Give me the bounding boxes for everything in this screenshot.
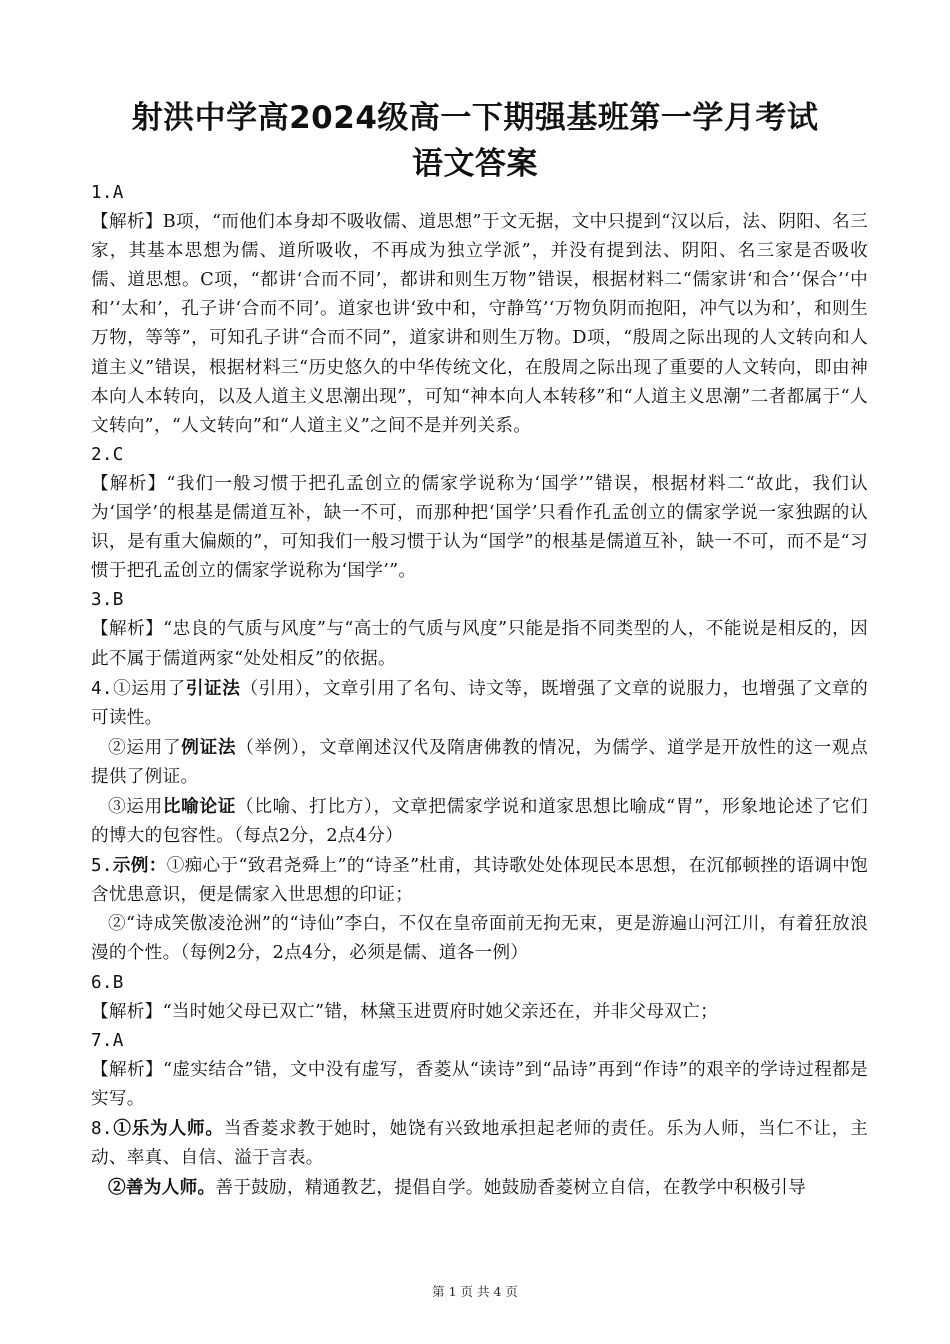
q1-answer: 1.A <box>91 183 124 203</box>
q2-answer: 2.C <box>91 444 124 465</box>
q4-p3-term: 比喻论证 <box>162 795 237 817</box>
q8-p2-text: 善于鼓励，精通教艺，提倡自学。她鼓励香菱树立自信，在教学中积极引导 <box>215 1178 806 1199</box>
q8-p1-term: ①乐为人师。 <box>112 1118 224 1139</box>
answer-content <box>91 179 868 1203</box>
q7-analysis: 【解析】“虚实结合”错，文中没有虚写，香菱从“读诗”到“品诗”再到“作诗”的艰辛的学诗过程都是实写。 <box>91 1059 868 1109</box>
page-title: 射洪中学高2024级高一下期强基班第一学月考试 <box>131 100 819 136</box>
q5-example-1 <box>91 851 868 910</box>
page-footer: 第 1 页 共 4 页 <box>432 1284 518 1299</box>
q4-p1-term: 引证法 <box>185 677 241 699</box>
q5-p1: ①痴心于“致君尧舜上”的“诗圣”杜甫，其诗歌处处体现民本思想，在沉郁顿挫的语调中饱含忧患意识，便是儒家入世思想的印证； <box>91 856 868 906</box>
q4-point-2 <box>91 733 868 792</box>
q6-answer: 6.B <box>91 972 124 993</box>
q3-analysis: 【解析】“忠良的气质与风度”与“高士的气质与风度”只能是指不同类型的人，不能说是相反的，因此不属于儒道两家“处处相反”的依据。 <box>91 619 868 669</box>
q8-number: 8. <box>91 1119 113 1139</box>
q5-example-2: ②“诗成笑傲凌沧洲”的“诗仙”李白，不仅在皇帝面前无拘无束，更是游遍山河江川，有着狂放浪漫的个性。（每例2分，2点4分，必须是儒、道各一例） <box>91 914 868 964</box>
q6-analysis: 【解析】“当时她父母已双亡”错，林黛玉进贾府时她父亲还在，并非父母双亡； <box>91 1001 718 1022</box>
q3-answer: 3.B <box>91 590 124 611</box>
q5-number: 5. <box>91 856 113 877</box>
q8-point-1 <box>91 1114 868 1173</box>
q1-analysis: 【解析】B项，“而他们本身却不吸收儒、道思想”于文无据，文中只提到“汉以后，法、阴阳、名三家，其基本思想为儒、道所吸收，不再成为独立学派”，并没有提到法、阴阳、名三家是否吸收儒、道思想。C项，“都讲‘合而不同’，都讲和则生万物”错误，根据材料二“儒家讲‘和合’‘保合’‘中和’‘太和’，孔子讲‘合而不同’。道家也讲‘致中和，守静笃’‘万物负阴而抱阳，冲气以为和’，和则生万物，等等”，可知孔子讲“合而不同”，道家讲和则生万物。D项，“殷周之际出现的人文转向和人道主义”错误，根据材料三“历史悠久的中华传统文化，在殷周之际出现了重要的人文转向，即由神本向人本转向，以及人道主义思潮出现”，可知“神本向人本转移”和“人道主义思潮”二者都属于“人文转向”，“人文转向”和“人道主义”之间不是并列关系。 <box>91 212 868 436</box>
q8-p1-text: 当香菱求教于她时，她饶有兴致地承担起老师的责任。乐为人师，当仁不让，主动、率真、自信、溢于言表。 <box>91 1119 868 1169</box>
q4-p1-text: （引用），文章引用了名句、诗文等，既增强了文章的说服力，也增强了文章的可读性。 <box>91 678 868 728</box>
page-subtitle: 语文答案 <box>412 146 538 182</box>
q4-p2-pre: ②运用了 <box>108 737 182 758</box>
q4-number: 4. <box>91 678 113 699</box>
q8-p2-term: ②善为人师。 <box>108 1177 216 1199</box>
q8-point-2 <box>91 1173 868 1203</box>
q4-p2-text: （举例），文章阐述汉代及隋唐佛教的情况，为儒学、道学是开放性的这一观点提供了例证。 <box>91 737 868 787</box>
q5-label: 示例： <box>112 855 167 877</box>
q7-answer: 7.A <box>91 1030 124 1051</box>
q4-p2-term: 例证法 <box>181 736 237 758</box>
q4-point-1 <box>91 674 868 733</box>
q4-point-3 <box>91 792 868 851</box>
q4-p3-text: （比喻、打比方），文章把儒家学说和道家思想比喻成“胃”，形象地论述了它们的博大的包容性。（每点2分，2点4分） <box>91 796 868 847</box>
q4-p1-pre: ①运用了 <box>112 678 186 699</box>
q4-p3-pre: ③运用 <box>108 796 163 817</box>
q2-analysis: 【解析】“我们一般习惯于把孔孟创立的儒家学说称为‘国学’”错误，根据材料二“故此，我们认为‘国学’的根基是儒道互补，缺一不可，而那种把‘国学’只看作孔孟创立的儒家学说一家独踞的认识，是有重大偏颇的”，可知我们一般习惯于认为“国学”的根基是儒道互补，缺一不可，而不是“习惯于把孔孟创立的儒家学说称为‘国学’”。 <box>91 473 868 582</box>
